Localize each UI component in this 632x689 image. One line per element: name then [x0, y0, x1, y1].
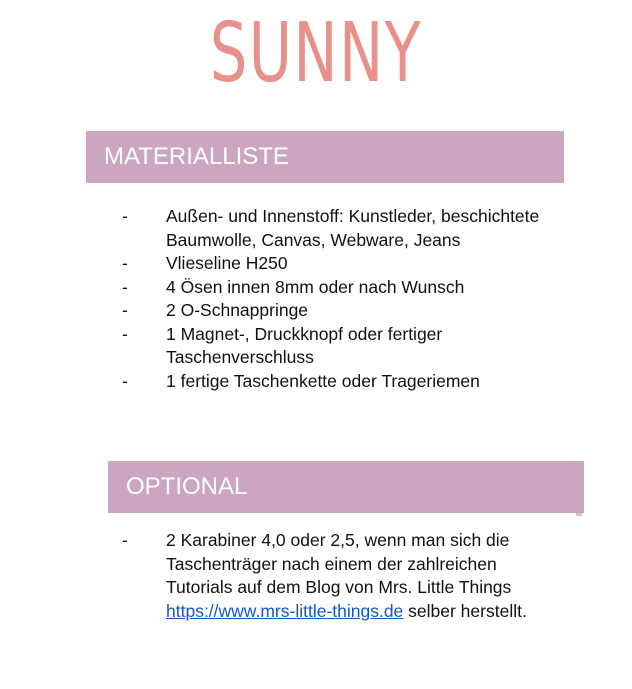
bullet-dash: -	[122, 276, 128, 297]
list-item	[122, 323, 562, 370]
bullet-dash: -	[122, 370, 128, 391]
list-item-text: 1 fertige Taschenkette oder Trageriemen	[166, 370, 480, 391]
optional-list	[122, 529, 562, 623]
bullet-dash: -	[122, 253, 128, 273]
optional-text-after: selber herstellt.	[403, 600, 527, 621]
bullet-dash: -	[122, 530, 128, 550]
bullet-dash: -	[122, 323, 128, 344]
section-heading-optional: OPTIONAL	[108, 461, 584, 513]
list-item-text: Außen- und Innenstoff: Kunstleder, beschichtete Baumwolle, Canvas, Webware, Jeans	[166, 206, 540, 250]
list-item	[122, 370, 562, 394]
list-item	[122, 299, 562, 323]
bullet-dash: -	[122, 206, 128, 226]
bullet-dash: -	[122, 300, 128, 320]
page-title: SUNNY	[209, 6, 423, 101]
list-item	[122, 529, 562, 623]
section-heading-materialliste: MATERIALLISTE	[86, 131, 564, 183]
materialliste-list	[122, 205, 562, 393]
optional-text-before: 2 Karabiner 4,0 oder 2,5, wenn man sich die Taschenträger nach einem der zahlreichen Tutorials auf dem Blog von Mrs. Little Things	[166, 530, 512, 597]
list-item-text: 1 Magnet-, Druckknopf oder fertiger Taschenverschluss	[166, 323, 443, 367]
list-item-text: Vlieseline H250	[166, 253, 288, 273]
list-item	[122, 276, 562, 300]
list-item	[122, 252, 562, 276]
heading-shadow	[576, 513, 582, 516]
list-item	[122, 205, 562, 252]
list-item-text: 4 Ösen innen 8mm oder nach Wunsch	[166, 276, 465, 297]
blog-link[interactable]: https://www.mrs-little-things.de	[166, 600, 404, 621]
list-item-text: 2 O-Schnappringe	[166, 300, 309, 320]
